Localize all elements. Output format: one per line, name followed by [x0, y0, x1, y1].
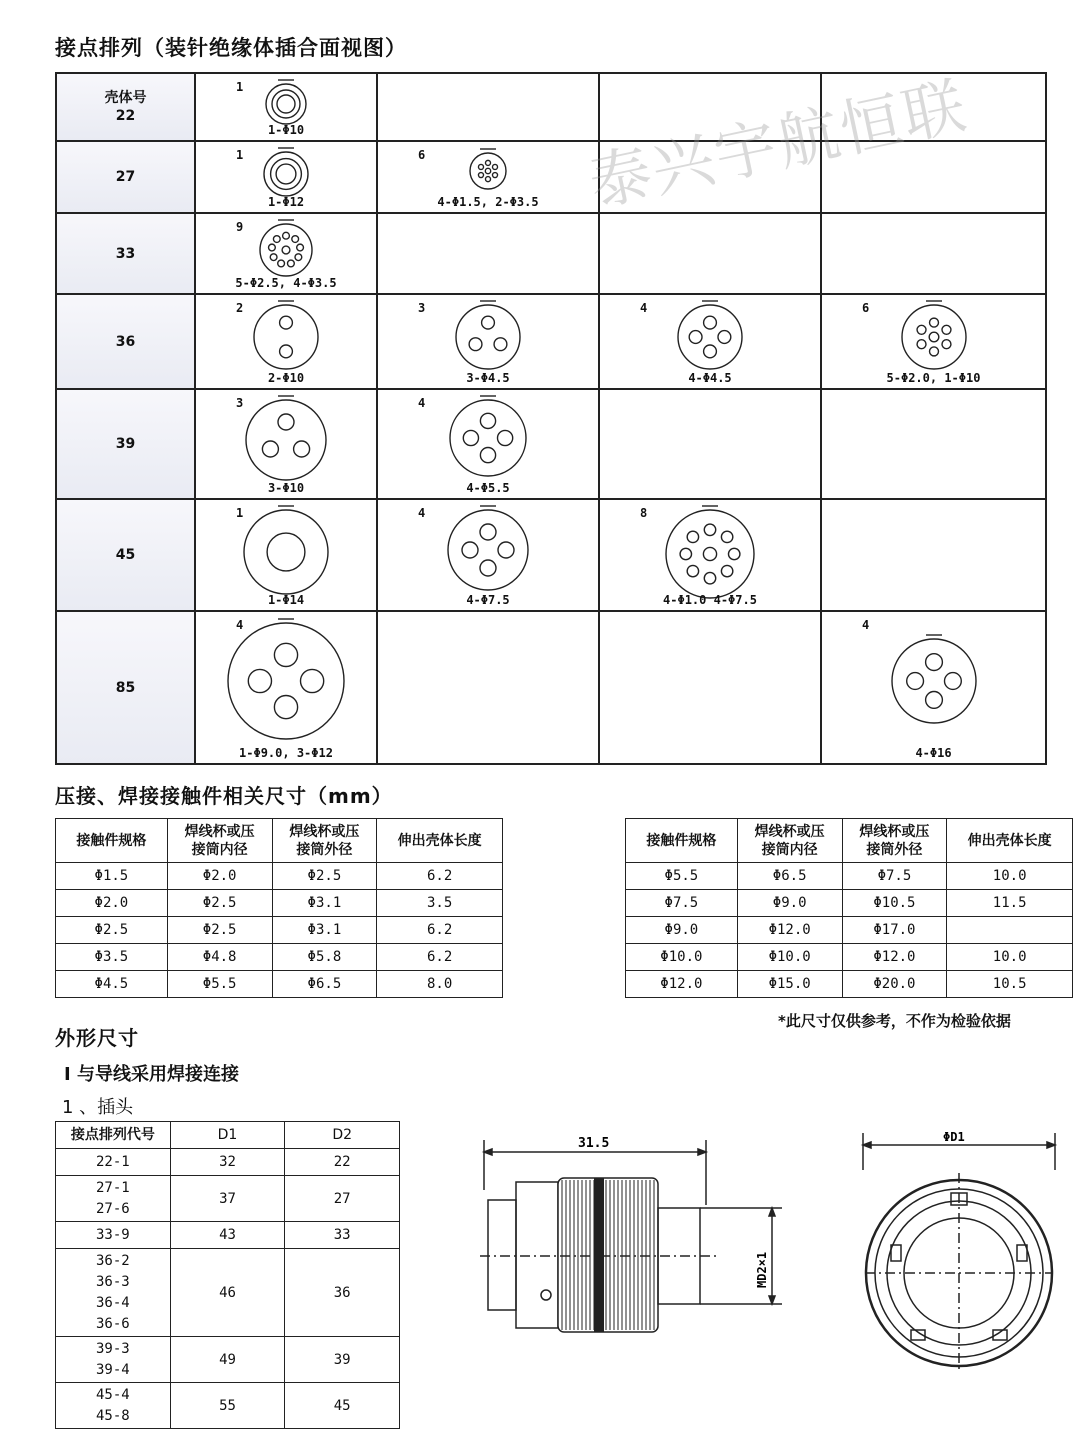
contact-count: 6	[418, 148, 426, 162]
insert-outline	[450, 400, 526, 476]
contact-pin	[478, 164, 483, 169]
contact-pin	[492, 173, 497, 178]
arrangement-cell	[378, 612, 600, 763]
contact-pin	[280, 345, 293, 358]
contact-pin	[267, 533, 305, 571]
shell-size-cell	[57, 74, 196, 140]
contact-pin	[917, 325, 926, 334]
dimension-cell: 22	[285, 1149, 400, 1176]
section-subtitle: Ⅰ 与导线采用焊接连接	[64, 1064, 239, 1085]
arrangement-cell	[822, 214, 1045, 293]
contact-spec-label: 4-Φ1.0 4-Φ7.5	[663, 593, 757, 607]
table-row	[56, 1337, 400, 1383]
dimension-cell: 33	[285, 1222, 400, 1249]
latch-hole	[541, 1290, 551, 1300]
contact-ring	[272, 90, 300, 118]
arrangement-row	[57, 142, 1045, 214]
table-cell: Φ17.0	[842, 917, 947, 944]
col-header: 焊线杯或压 接筒外径	[272, 819, 377, 863]
table-row	[56, 1149, 400, 1176]
insert-outline	[244, 510, 328, 594]
shell-size-value: 45	[115, 547, 136, 563]
table-row	[626, 971, 1073, 998]
arrangement-cell	[822, 612, 1045, 763]
contact-pin	[728, 548, 739, 559]
contact-spec-label: 1-Φ12	[267, 195, 305, 209]
shell-size-cell	[57, 142, 196, 212]
reference-note: *此尺寸仅供参考，不作为检验依据	[778, 1012, 1011, 1030]
arrangement-row	[57, 390, 1045, 500]
contact-pin	[480, 448, 495, 463]
shell-size-cell	[57, 612, 196, 763]
contact-pin	[280, 316, 293, 329]
arrangement-cell	[822, 500, 1045, 610]
insert-face-diagram	[442, 392, 534, 484]
contact-count: 1	[236, 148, 244, 162]
shell-size-cell	[57, 500, 196, 610]
contact-spec-label: 4-Φ1.5, 2-Φ3.5	[437, 195, 539, 209]
table-cell: Φ9.0	[737, 890, 842, 917]
coupling-ring	[516, 1182, 558, 1328]
table-cell: Φ4.5	[56, 971, 168, 998]
contact-pin	[262, 441, 278, 457]
arrangement-cell	[378, 142, 600, 212]
arrangement-cell	[822, 74, 1045, 140]
dimension-cell: 37	[170, 1176, 285, 1222]
table-cell: Φ2.5	[167, 890, 272, 917]
arrangement-row	[57, 74, 1045, 142]
table-cell: Φ2.0	[56, 890, 168, 917]
col-header: 焊线杯或压 接筒外径	[842, 819, 947, 863]
table-cell: Φ12.0	[626, 971, 738, 998]
contact-pin	[274, 695, 297, 718]
contact-pin	[925, 691, 942, 708]
table-cell: 3.5	[377, 890, 503, 917]
table-row	[56, 944, 503, 971]
contact-pin	[482, 316, 495, 329]
nut-groove	[594, 1178, 604, 1332]
table-row	[56, 917, 503, 944]
arrangement-cell	[600, 612, 822, 763]
contact-spec-label: 3-Φ4.5	[466, 371, 510, 385]
contact-count: 4	[418, 396, 426, 410]
section-title-contact-dims: 压接、焊接接触件相关尺寸（mm）	[55, 784, 393, 808]
contact-spec-label: 1-Φ10	[267, 123, 305, 137]
shell-header: 壳体号	[104, 90, 147, 106]
col-header: D2	[285, 1122, 400, 1149]
insert-face-diagram	[246, 297, 326, 377]
insert-face	[462, 145, 514, 201]
insert-outline	[254, 305, 318, 369]
contact-pin	[485, 168, 490, 173]
table-cell: Φ7.5	[842, 863, 947, 890]
arrangement-cell	[196, 295, 378, 388]
insert-face-diagram	[252, 216, 320, 284]
contact-spec-label: 4-Φ4.5	[688, 371, 732, 385]
contact-pin	[276, 164, 296, 184]
dimension-cell: 43	[170, 1222, 285, 1249]
col-header: D1	[170, 1122, 285, 1149]
table-cell: 6.2	[377, 944, 503, 971]
contact-pin	[270, 254, 277, 261]
table-cell: Φ10.0	[737, 944, 842, 971]
col-header: 接触件规格	[626, 819, 738, 863]
arrangement-cell	[600, 500, 822, 610]
arrangement-code-cell: 22-1	[56, 1149, 171, 1176]
contact-pin	[703, 547, 716, 560]
arrangement-cell	[378, 500, 600, 610]
shell-size-value: 27	[115, 169, 136, 185]
arrangement-cell	[378, 295, 600, 388]
arrangement-cell	[378, 214, 600, 293]
table-cell: Φ20.0	[842, 971, 947, 998]
table-cell: Φ1.5	[56, 863, 168, 890]
contact-pin	[480, 413, 495, 428]
dimension-cell: 39	[285, 1337, 400, 1383]
arrangement-code-cell: 33-9	[56, 1222, 171, 1249]
col-header: 伸出壳体长度	[947, 819, 1073, 863]
table-cell: Φ15.0	[737, 971, 842, 998]
arrangement-cell	[822, 142, 1045, 212]
contact-pin	[485, 160, 490, 165]
contact-pin	[704, 524, 715, 535]
contact-spec-label: 4-Φ5.5	[466, 481, 510, 495]
contact-pin	[278, 260, 285, 267]
insert-outline	[456, 305, 520, 369]
table-cell: 11.5	[947, 890, 1073, 917]
insert-face	[448, 297, 528, 381]
arrangement-row	[57, 500, 1045, 612]
contact-pin	[718, 331, 731, 344]
table-cell: Φ10.0	[626, 944, 738, 971]
contact-pin	[704, 345, 717, 358]
shell-size-value: 33	[115, 245, 136, 262]
table-cell: Φ10.5	[842, 890, 947, 917]
arrangement-row	[57, 295, 1045, 390]
arrangement-cell	[600, 214, 822, 293]
contact-pin	[463, 430, 478, 445]
contact-pin	[929, 347, 938, 356]
contact-count: 3	[236, 396, 244, 410]
contact-count: 1	[236, 80, 244, 94]
contact-pin	[462, 542, 478, 558]
contact-pin	[929, 318, 938, 327]
section-item: 1 、插头	[62, 1097, 134, 1118]
arrangement-row	[57, 612, 1045, 763]
arrangement-cell	[600, 142, 822, 212]
table-row	[56, 1383, 400, 1429]
shell-size-value: 85	[115, 679, 136, 696]
rear-body	[488, 1200, 516, 1310]
contact-pin	[297, 244, 304, 251]
contact-pin	[687, 531, 698, 542]
insert-face-diagram	[670, 297, 750, 377]
contact-count: 4	[418, 506, 426, 520]
arrangement-cell	[822, 295, 1045, 388]
arrow-head	[863, 1142, 871, 1148]
table-cell: Φ9.0	[626, 917, 738, 944]
shell-size-cell	[57, 214, 196, 293]
insert-outline	[678, 305, 742, 369]
table-cell: Φ12.0	[737, 917, 842, 944]
dimension-cell: 46	[170, 1249, 285, 1337]
contact-pin	[274, 643, 297, 666]
contact-pin	[689, 331, 702, 344]
table-cell: Φ6.5	[737, 863, 842, 890]
insert-face-diagram	[658, 502, 762, 606]
insert-face-diagram	[884, 631, 984, 731]
table-cell: 6.2	[377, 917, 503, 944]
contact-spec-label: 1-Φ9.0, 3-Φ12	[239, 746, 333, 760]
contact-pin	[498, 430, 513, 445]
insert-face	[884, 631, 984, 735]
table-cell: Φ6.5	[272, 971, 377, 998]
contact-pin	[469, 338, 482, 351]
table-cell: Φ2.5	[167, 917, 272, 944]
contact-pin	[704, 316, 717, 329]
contact-pin	[721, 531, 732, 542]
contact-spec-label: 2-Φ10	[267, 371, 305, 385]
plug-dims-table	[55, 1121, 400, 1429]
table-cell: 10.0	[947, 863, 1073, 890]
contact-spec-label: 5-Φ2.5, 4-Φ3.5	[235, 276, 337, 290]
contact-pin	[248, 669, 271, 692]
contact-dims-table-right	[625, 818, 1073, 998]
arrangement-code-cell: 36-2 36-3 36-4 36-6	[56, 1249, 171, 1337]
contact-count: 2	[236, 301, 244, 315]
contact-count: 3	[418, 301, 426, 315]
contact-pin	[282, 246, 290, 254]
contact-pin	[288, 260, 295, 267]
table-cell: Φ3.1	[272, 890, 377, 917]
dimension-cell: 36	[285, 1249, 400, 1337]
contact-pin	[941, 325, 950, 334]
col-header: 接点排列代号	[56, 1122, 171, 1149]
contact-count: 6	[862, 301, 870, 315]
contact-pin	[277, 95, 295, 113]
insert-face-diagram	[894, 297, 974, 377]
arrangement-cell	[600, 390, 822, 498]
insert-face	[238, 392, 334, 492]
col-header: 伸出壳体长度	[377, 819, 503, 863]
contact-count: 4	[862, 618, 870, 632]
arrangement-cell	[822, 390, 1045, 498]
insert-face-diagram	[448, 297, 528, 377]
contact-pin	[278, 414, 294, 430]
insert-face-diagram	[220, 615, 352, 747]
contact-count: 8	[640, 506, 648, 520]
contact-pin	[273, 236, 280, 243]
dim-label-thread: MD2×1	[755, 1251, 769, 1288]
contact-spec-label: 3-Φ10	[267, 481, 305, 495]
insert-face	[442, 392, 534, 488]
insert-outline	[470, 153, 506, 189]
table-cell: Φ5.8	[272, 944, 377, 971]
contact-pin	[944, 672, 961, 689]
insert-face	[894, 297, 974, 381]
shell-size-cell	[57, 295, 196, 388]
contact-spec-label: 4-Φ16	[915, 746, 952, 760]
arrangement-code-cell: 27-1 27-6	[56, 1176, 171, 1222]
table-row	[56, 863, 503, 890]
contact-pin	[269, 244, 276, 251]
insert-face-diagram	[440, 502, 536, 598]
insert-face	[670, 297, 750, 381]
arrangement-cell	[378, 390, 600, 498]
insert-outline	[246, 400, 326, 480]
dim-label-length: 31.5	[578, 1136, 610, 1151]
contact-pin	[478, 173, 483, 178]
plug-front-view-drawing	[855, 1125, 1065, 1375]
table-row	[626, 917, 1073, 944]
table-cell: Φ5.5	[167, 971, 272, 998]
contact-count: 4	[236, 618, 244, 632]
col-header: 焊线杯或压 接筒内径	[737, 819, 842, 863]
arrow-head	[769, 1208, 775, 1216]
arrangement-cell	[600, 295, 822, 388]
contact-pin	[480, 524, 496, 540]
col-header: 接触件规格	[56, 819, 168, 863]
shell-size-cell	[57, 390, 196, 498]
insert-outline	[448, 510, 528, 590]
shell-size-value: 36	[115, 333, 136, 350]
table-row	[626, 863, 1073, 890]
contact-pin	[917, 340, 926, 349]
contact-pin	[906, 672, 923, 689]
arrangement-cell	[196, 390, 378, 498]
contact-ring	[271, 159, 302, 190]
table-cell: Φ3.1	[272, 917, 377, 944]
table-cell: 10.0	[947, 944, 1073, 971]
contact-pin	[485, 177, 490, 182]
arrangement-cell	[378, 74, 600, 140]
contact-spec-label: 4-Φ7.5	[466, 593, 510, 607]
dimension-cell: 49	[170, 1337, 285, 1383]
contact-count: 9	[236, 220, 244, 234]
contact-pin	[680, 548, 691, 559]
arrangement-cell	[196, 74, 378, 140]
table-cell: Φ3.5	[56, 944, 168, 971]
arrow-head	[698, 1149, 706, 1155]
table-cell: 8.0	[377, 971, 503, 998]
arrow-head	[1047, 1142, 1055, 1148]
contact-pin	[492, 164, 497, 169]
contact-count: 1	[236, 506, 244, 520]
insert-outline	[666, 510, 754, 598]
col-header: 焊线杯或压 接筒内径	[167, 819, 272, 863]
dimension-cell: 45	[285, 1383, 400, 1429]
contact-pin	[480, 560, 496, 576]
insert-outline	[228, 623, 344, 739]
table-cell: 10.5	[947, 971, 1073, 998]
table-row	[56, 1222, 400, 1249]
insert-face	[440, 502, 536, 602]
arrangement-cell	[196, 612, 378, 763]
contact-spec-label: 5-Φ2.0, 1-Φ10	[886, 371, 981, 385]
arrangement-cell	[600, 74, 822, 140]
section-title-arrangement: 接点排列（装针绝缘体插合面视图）	[55, 36, 407, 60]
table-row	[626, 890, 1073, 917]
knurled-nut	[558, 1178, 658, 1332]
insert-face	[246, 297, 326, 381]
table-row	[56, 890, 503, 917]
table-cell	[947, 917, 1073, 944]
arrangement-cell	[196, 214, 378, 293]
insert-outline	[902, 305, 966, 369]
dimension-cell: 27	[285, 1176, 400, 1222]
arrangement-code-cell: 45-4 45-8	[56, 1383, 171, 1429]
contact-count: 4	[640, 301, 648, 315]
table-cell: Φ4.8	[167, 944, 272, 971]
dim-label-diameter: ΦD1	[943, 1130, 965, 1144]
insert-face	[220, 615, 352, 751]
arrow-head	[769, 1296, 775, 1304]
contact-pin	[929, 332, 939, 342]
contact-pin	[301, 669, 324, 692]
contact-pin	[283, 232, 290, 239]
contact-arrangement-grid	[55, 72, 1047, 765]
section-title-outline: 外形尺寸	[55, 1026, 139, 1050]
contact-pin	[925, 653, 942, 670]
arrow-head	[484, 1149, 492, 1155]
arrangement-cell	[196, 500, 378, 610]
insert-face	[236, 502, 336, 606]
dimension-cell: 55	[170, 1383, 285, 1429]
table-cell: Φ2.5	[56, 917, 168, 944]
contact-dims-table-left	[55, 818, 503, 998]
arrangement-code-cell: 39-3 39-4	[56, 1337, 171, 1383]
table-row	[626, 944, 1073, 971]
table-cell: Φ12.0	[842, 944, 947, 971]
contact-pin	[941, 340, 950, 349]
insert-face-diagram	[236, 502, 336, 602]
contact-pin	[687, 565, 698, 576]
insert-face-diagram	[238, 392, 334, 488]
table-cell: Φ2.0	[167, 863, 272, 890]
table-row	[56, 1176, 400, 1222]
contact-pin	[295, 254, 302, 261]
table-row	[56, 971, 503, 998]
plug-side-view-drawing	[470, 1130, 800, 1370]
table-cell: Φ2.5	[272, 863, 377, 890]
contact-pin	[494, 338, 507, 351]
table-cell: 6.2	[377, 863, 503, 890]
arrangement-row	[57, 214, 1045, 295]
table-row	[56, 1249, 400, 1337]
contact-pin	[292, 236, 299, 243]
contact-pin	[704, 572, 715, 583]
shell-size-value: 39	[115, 436, 136, 452]
insert-outline	[892, 639, 976, 723]
contact-spec-label: 1-Φ14	[267, 593, 305, 607]
contact-pin	[294, 441, 310, 457]
table-cell: Φ5.5	[626, 863, 738, 890]
watermark: 泰兴宇航恒联	[582, 68, 974, 221]
dimension-cell: 32	[170, 1149, 285, 1176]
insert-face-diagram	[462, 145, 514, 197]
arrangement-cell	[196, 142, 378, 212]
contact-pin	[721, 565, 732, 576]
shell-size-value: 22	[115, 108, 136, 124]
table-cell: Φ7.5	[626, 890, 738, 917]
contact-pin	[498, 542, 514, 558]
